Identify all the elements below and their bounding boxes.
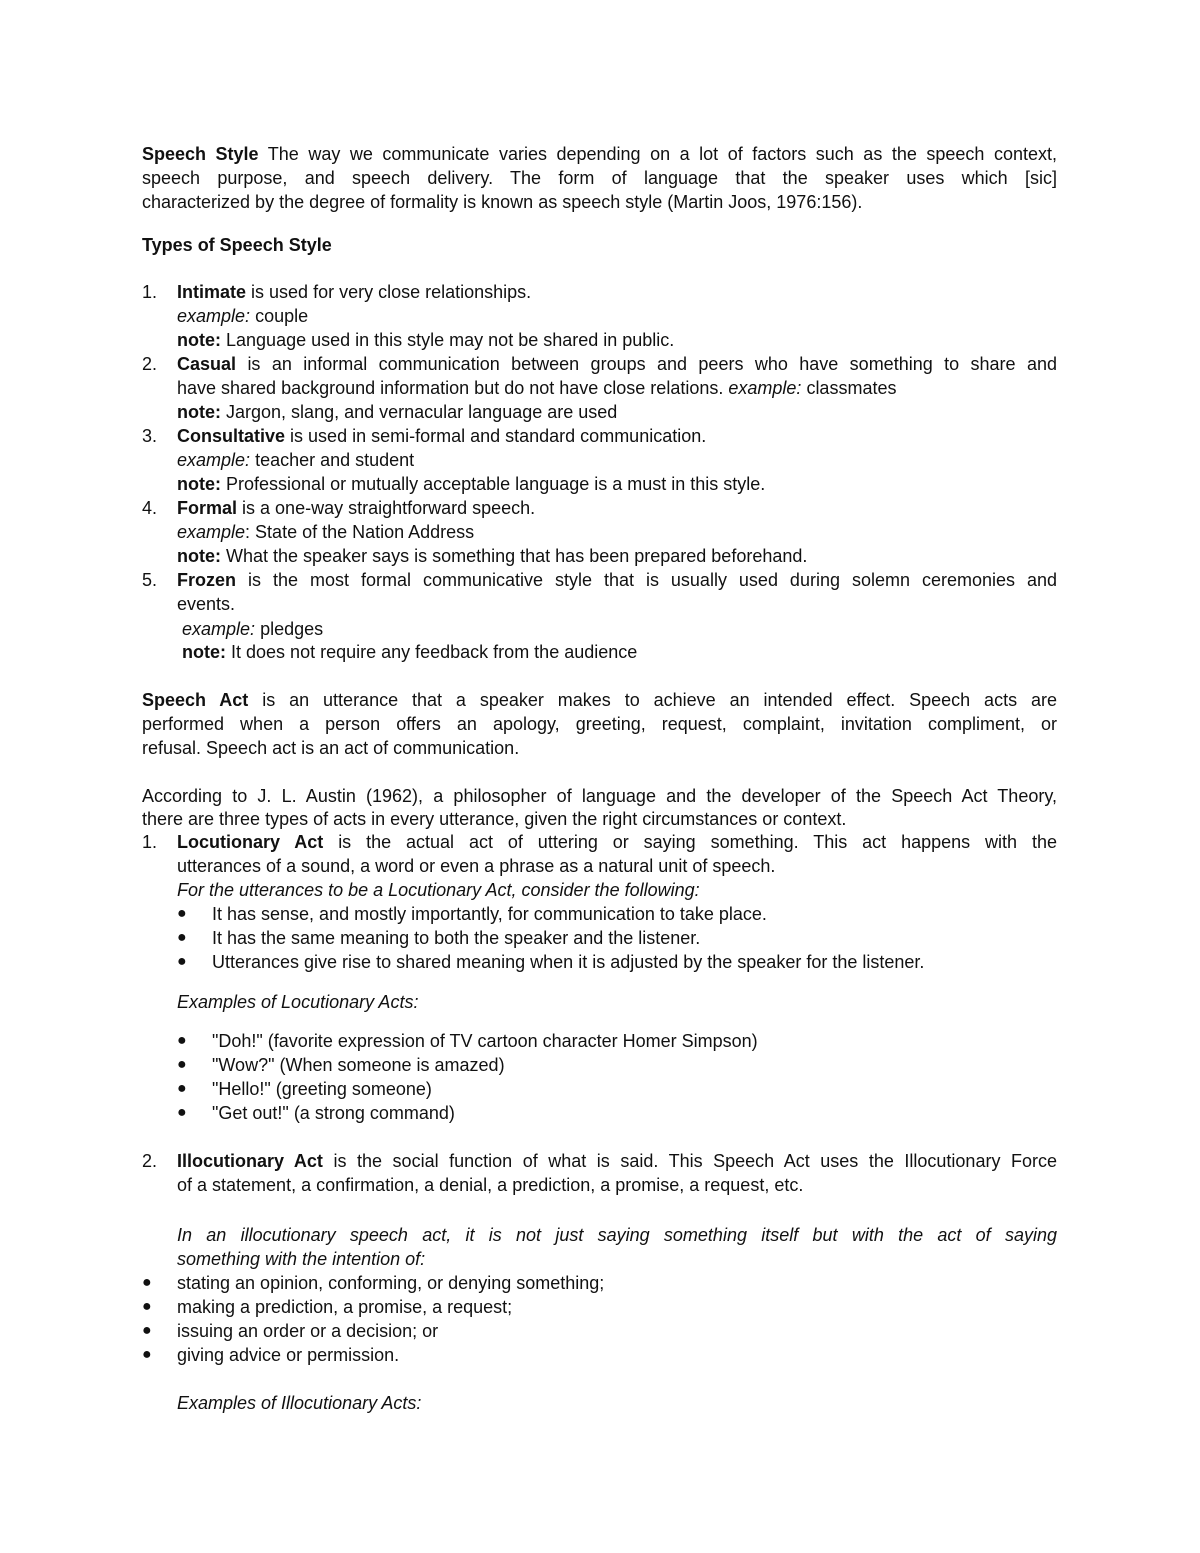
bullet-icon: ● bbox=[177, 1032, 187, 1049]
illocutionary-examples-heading: Examples of Illocutionary Acts: bbox=[177, 1393, 422, 1413]
example-line: example: State of the Nation Address bbox=[177, 522, 475, 542]
intro-line-2: speech purpose, and speech delivery. The form of language that the speaker uses which [sic] bbox=[142, 168, 1057, 188]
list-number: 2. bbox=[142, 354, 158, 374]
bullet-icon: ● bbox=[142, 1346, 152, 1363]
list-item: "Wow?" (When someone is amazed) bbox=[212, 1055, 505, 1075]
bullet-icon: ● bbox=[142, 1274, 152, 1291]
list-number: 1. bbox=[142, 832, 158, 852]
style-casual-cont: have shared background information but do not have close relations. example: classmates bbox=[177, 378, 897, 398]
note-line: note: It does not require any feedback from the audience bbox=[182, 642, 638, 662]
illocutionary-intent-1: In an illocutionary speech act, it is not just saying something itself but with the act of saying bbox=[177, 1225, 1057, 1245]
list-item: issuing an order or a decision; or bbox=[177, 1321, 439, 1341]
list-item: giving advice or permission. bbox=[177, 1345, 400, 1365]
types-heading: Types of Speech Style bbox=[142, 235, 332, 255]
bullet-icon: ● bbox=[177, 929, 187, 946]
bullet-icon: ● bbox=[177, 953, 187, 970]
list-item: "Hello!" (greeting someone) bbox=[212, 1079, 432, 1099]
list-number: 1. bbox=[142, 282, 158, 302]
intro-line-3: characterized by the degree of formality is known as speech style (Martin Joos, 1976:156). bbox=[142, 192, 863, 212]
bullet-icon: ● bbox=[142, 1322, 152, 1339]
speech-act-line-2: performed when a person offers an apology, greeting, request, complaint, invitation compliment, or bbox=[142, 714, 1057, 734]
list-item: It has sense, and mostly importantly, for communication to take place. bbox=[212, 904, 767, 924]
example-line: example: teacher and student bbox=[177, 450, 415, 470]
list-item: Utterances give rise to shared meaning when it is adjusted by the speaker for the listener. bbox=[212, 952, 925, 972]
note-line: note: Professional or mutually acceptable language is a must in this style. bbox=[177, 474, 766, 494]
locutionary-consider: For the utterances to be a Locutionary Act, consider the following: bbox=[177, 880, 700, 900]
list-item: "Doh!" (favorite expression of TV cartoon character Homer Simpson) bbox=[212, 1031, 758, 1051]
illocutionary-intent-2: something with the intention of: bbox=[177, 1249, 426, 1269]
austin-line-2: there are three types of acts in every utterance, given the right circumstances or context. bbox=[142, 809, 847, 829]
style-frozen-cont: events. bbox=[177, 594, 236, 614]
list-item: making a prediction, a promise, a request; bbox=[177, 1297, 513, 1317]
style-consultative: Consultative is used in semi-formal and standard communication. bbox=[177, 426, 707, 446]
example-line: example: couple bbox=[177, 306, 309, 326]
style-intimate: Intimate is used for very close relationships. bbox=[177, 282, 532, 302]
austin-line-1: According to J. L. Austin (1962), a philosopher of language and the developer of the Speech Act Theory, bbox=[142, 786, 1057, 806]
bullet-icon: ● bbox=[177, 905, 187, 922]
locutionary-def-cont: utterances of a sound, a word or even a phrase as a natural unit of speech. bbox=[177, 856, 776, 876]
list-item: "Get out!" (a strong command) bbox=[212, 1103, 455, 1123]
example-line: example: pledges bbox=[182, 619, 324, 639]
style-frozen: Frozen is the most formal communicative style that is usually used during solemn ceremonies and bbox=[177, 570, 1057, 590]
list-number: 4. bbox=[142, 498, 158, 518]
illocutionary-def-cont: of a statement, a confirmation, a denial, a prediction, a promise, a request, etc. bbox=[177, 1175, 804, 1195]
bullet-icon: ● bbox=[177, 1104, 187, 1121]
intro-line-1: Speech Style The way we communicate varies depending on a lot of factors such as the speech context, bbox=[142, 144, 1057, 164]
speech-act-line-3: refusal. Speech act is an act of communication. bbox=[142, 738, 520, 758]
speech-act-line-1: Speech Act is an utterance that a speaker makes to achieve an intended effect. Speech acts are bbox=[142, 690, 1057, 710]
note-line: note: What the speaker says is something that has been prepared beforehand. bbox=[177, 546, 808, 566]
list-number: 3. bbox=[142, 426, 158, 446]
illocutionary-def: Illocutionary Act is the social function of what is said. This Speech Act uses the Illocutionary Force bbox=[177, 1151, 1057, 1171]
list-number: 5. bbox=[142, 570, 158, 590]
note-line: note: Jargon, slang, and vernacular language are used bbox=[177, 402, 618, 422]
bullet-icon: ● bbox=[177, 1080, 187, 1097]
bullet-icon: ● bbox=[142, 1298, 152, 1315]
locutionary-examples-heading: Examples of Locutionary Acts: bbox=[177, 992, 419, 1012]
bullet-icon: ● bbox=[177, 1056, 187, 1073]
list-item: It has the same meaning to both the speaker and the listener. bbox=[212, 928, 701, 948]
locutionary-def: Locutionary Act is the actual act of uttering or saying something. This act happens with the bbox=[177, 832, 1057, 852]
list-number: 2. bbox=[142, 1151, 158, 1171]
style-casual: Casual is an informal communication between groups and peers who have something to share and bbox=[177, 354, 1057, 374]
term-speech-style: Speech Style bbox=[142, 144, 259, 164]
style-formal: Formal is a one-way straightforward speech. bbox=[177, 498, 536, 518]
note-line: note: Language used in this style may not be shared in public. bbox=[177, 330, 675, 350]
list-item: stating an opinion, conforming, or denying something; bbox=[177, 1273, 605, 1293]
